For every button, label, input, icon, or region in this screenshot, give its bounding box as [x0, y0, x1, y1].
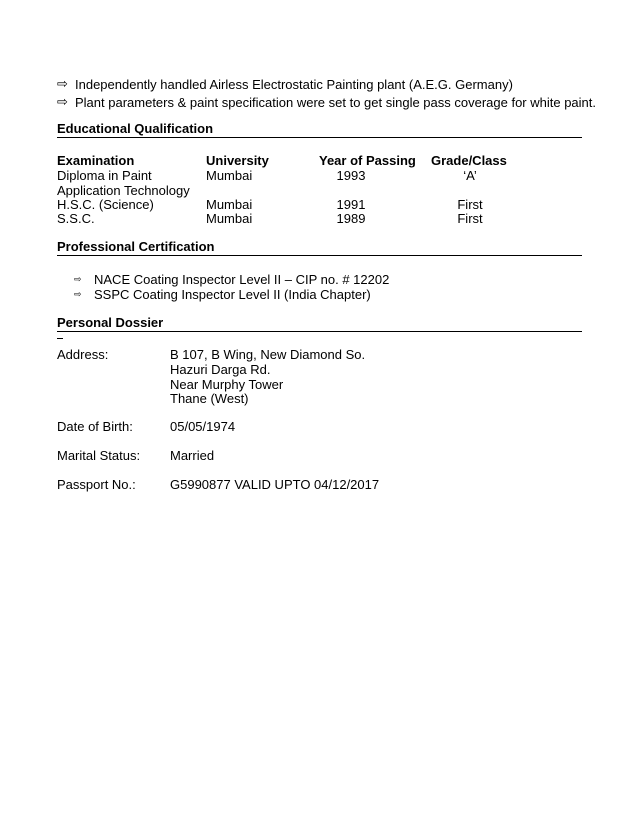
table-cell-grade: ‘A’ [463, 168, 477, 183]
right-arrow-icon: ⇨ [57, 76, 68, 91]
address-line: Thane (West) [170, 391, 249, 406]
table-cell-examination: Diploma in Paint [57, 168, 152, 183]
table-cell-year: 1989 [336, 211, 366, 226]
address-label: Address: [57, 347, 109, 362]
header-year: Year of Passing [319, 153, 416, 168]
table-cell-examination: H.S.C. (Science) [57, 197, 154, 212]
education-heading: Educational Qualification [57, 121, 214, 136]
certification-text: NACE Coating Inspector Level II – CIP no. # 12202 [94, 272, 390, 287]
section-divider [57, 255, 582, 256]
passport-label: Passport No.: [57, 477, 136, 492]
stray-mark [57, 338, 63, 339]
right-arrow-icon: ⇨ [57, 94, 68, 109]
table-cell-year: 1993 [336, 168, 366, 183]
table-cell-year: 1991 [336, 197, 366, 212]
passport-value: G5990877 VALID UPTO 04/12/2017 [170, 477, 380, 492]
table-cell-grade: First [457, 197, 483, 212]
bullet-text: Independently handled Airless Electrostatic Painting plant (A.E.G. Germany) [75, 76, 513, 92]
marital-status-label: Marital Status: [57, 448, 141, 463]
section-divider [57, 331, 582, 332]
bullet-text: Plant parameters & paint specification were set to get single pass coverage for white paint. [75, 94, 597, 110]
certification-item [74, 272, 389, 287]
right-arrow-icon: ⇨ [74, 289, 82, 299]
table-cell-university: Mumbai [206, 211, 253, 226]
table-cell-examination: S.S.C. [57, 211, 95, 226]
table-cell-university: Mumbai [206, 168, 253, 183]
header-grade: Grade/Class [431, 153, 507, 168]
header-university: University [206, 153, 269, 168]
address-line: Hazuri Darga Rd. [170, 362, 271, 377]
header-examination: Examination [57, 153, 135, 168]
table-cell-examination: Application Technology [57, 183, 190, 198]
right-arrow-icon: ⇨ [74, 274, 82, 284]
certification-text: SSPC Coating Inspector Level II (India Chapter) [94, 287, 371, 302]
section-divider [57, 137, 582, 138]
dob-value: 05/05/1974 [170, 419, 236, 434]
address-line: B 107, B Wing, New Diamond So. [170, 347, 366, 362]
dob-label: Date of Birth: [57, 419, 133, 434]
table-cell-grade: First [457, 211, 483, 226]
marital-status-value: Married [170, 448, 215, 463]
experience-bullet [57, 76, 513, 92]
certification-item [74, 287, 371, 302]
certification-heading: Professional Certification [57, 239, 215, 254]
experience-bullet [57, 94, 596, 110]
address-line: Near Murphy Tower [170, 377, 284, 392]
table-cell-university: Mumbai [206, 197, 253, 212]
personal-heading: Personal Dossier [57, 315, 164, 330]
